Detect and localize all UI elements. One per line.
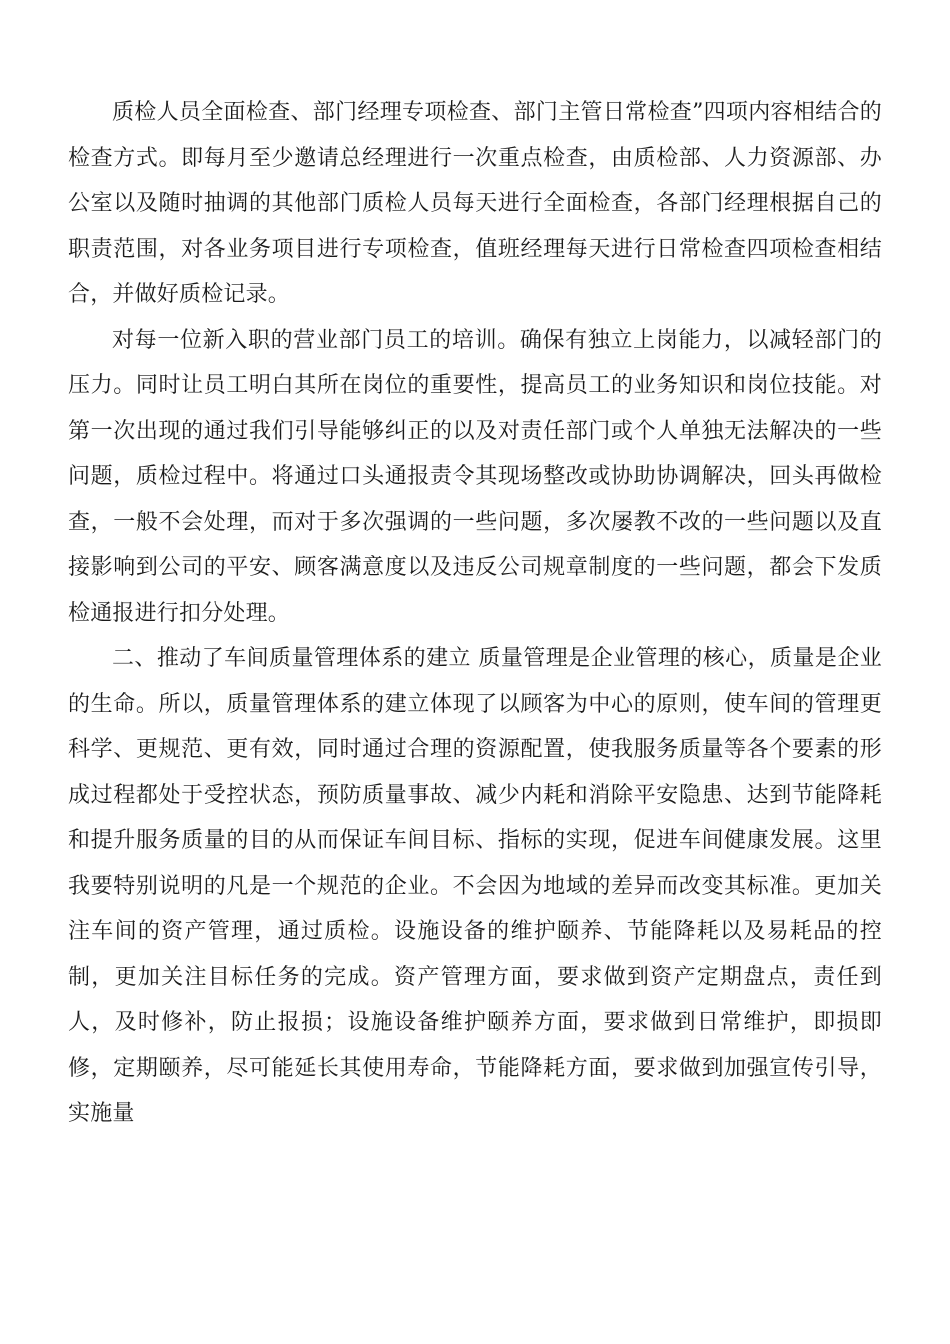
document-body xyxy=(68,90,882,1137)
paragraph-inspection-methods: 质检人员全面检查、部门经理专项检查、部门主管日常检查”四项内容相结合的检查方式。即每月至少邀请总经理进行一次重点检查，由质检部、人力资源部、办公室以及随时抽调的其他部门质检人员每天进行全面检查，各部门经理根据自己的职责范围，对各业务项目进行专项检查，值班经理每天进行日常检查四项检查相结合，并做好质检记录。 xyxy=(68,100,882,307)
paragraph-quality-management-system: 二、推动了车间质量管理体系的建立 质量管理是企业管理的核心，质量是企业的生命。所以，质量管理体系的建立体现了以顾客为中心的原则，使车间的管理更科学、更规范、更有效，同时通过合理的资源配置，使我服务质量等各个要素的形成过程都处于受控状态，预防质量事故、减少内耗和消除平安隐患、达到节能降耗和提升服务质量的目的从而保证车间目标、指标的实现，促进车间健康发展。这里我要特别说明的凡是一个规范的企业。不会因为地域的差异而改变其标准。更加关注车间的资产管理，通过质检。设施设备的维护颐养、节能降耗以及易耗品的控制，更加关注目标任务的完成。资产管理方面，要求做到资产定期盘点，责任到人，及时修补，防止报损；设施设备维护颐养方面，要求做到日常维护，即损即修，定期颐养，尽可能延长其使用寿命，节能降耗方面，要求做到加强宣传引导，实施量 xyxy=(68,646,882,1126)
paragraph-new-employee-training: 对每一位新入职的营业部门员工的培训。确保有独立上岗能力，以减轻部门的压力。同时让员工明白其所在岗位的重要性，提高员工的业务知识和岗位技能。对第一次出现的通过我们引导能够纠正的以及对责任部门或个人单独无法解决的一些问题，质检过程中。将通过口头通报责令其现场整改或协助协调解决，回头再做检查，一般不会处理，而对于多次强调的一些问题，多次屡教不改的一些问题以及直接影响到公司的平安、顾客满意度以及违反公司规章制度的一些问题，都会下发质检通报进行扣分处理。 xyxy=(68,327,882,626)
